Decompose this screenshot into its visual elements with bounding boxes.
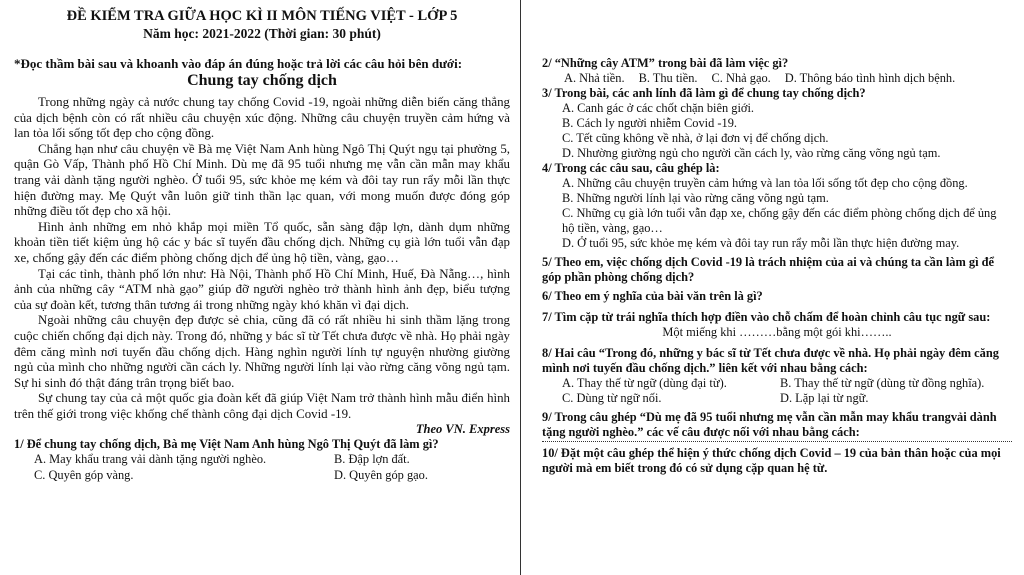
q1-option-c[interactable]: C. Quyên góp vàng. [34, 467, 134, 482]
reading-paragraph: Tại các tỉnh, thành phố lớn như: Hà Nội, Thành phố Hồ Chí Minh, Huế, Đà Nẵng…, hình ảnh của những cây “ATM nhà gạo” giúp đỡ người nghèo trở thành hình ảnh đẹp, biểu tượng của sự đoàn kết, tương thân tương ái trong những ngày khó khăn vì đại dịch. [14, 266, 510, 312]
right-column [542, 56, 1012, 476]
q3-option-b[interactable]: B. Cách ly người nhiễm Covid -19. [562, 116, 738, 130]
question-8-options [542, 376, 1012, 406]
reading-paragraph: Chẳng hạn như câu chuyện về Bà mẹ Việt Nam Anh hùng Ngô Thị Quýt ngụ tại phường 5, quận Gò Vấp, Thành phố Hồ Chí Minh. Dù mẹ đã 95 tuổi nhưng mẹ vẫn cần mẫn may khẩu trang vải dành tặng người nghèo. Ở tuổi 95, sức khỏe mẹ kém và đôi tay run rẩy mỗi lần thực hiện đường may. Mẹ Quýt vẫn luôn giữ tinh thần lạc quan, với mong muốn được đóng góp những điều tốt đẹp cho xã hội. [14, 141, 510, 219]
q2-option-c[interactable]: C. Nhả gạo. [711, 71, 771, 85]
q3-option-c[interactable]: C. Tết cũng không về nhà, ở lại đơn vị để chống dịch. [562, 131, 829, 145]
exam-title: ĐỀ KIỂM TRA GIỮA HỌC KÌ II MÔN TIẾNG VIỆT - LỚP 5 [66, 8, 458, 24]
reading-paragraph: Hình ảnh những em nhỏ khắp mọi miền Tổ quốc, sẵn sàng đập lợn, dành dụm những khoản tiền tiết kiệm ủng hộ các y bác sĩ tuyến đầu chống dịch. Những cụ già lớn tuổi vẫn đạp xe, chống gậy đến các điểm phòng chống dịch để ủng hộ tiền, vàng, gạo… [14, 219, 510, 265]
reading-source: Theo VN. Express [415, 422, 510, 437]
column-divider [520, 0, 521, 575]
question-3: 3/ Trong bài, các anh lính đã làm gì để chung tay chống dịch? [542, 86, 866, 100]
question-6: 6/ Theo em ý nghĩa của bài văn trên là gì? [542, 289, 763, 303]
question-4: 4/ Trong các câu sau, câu ghép là: [542, 161, 720, 175]
question-2-options [542, 71, 1012, 86]
q1-option-a[interactable]: A. May khẩu trang vải dành tặng người nghèo. [34, 452, 267, 467]
question-1: 1/ Để chung tay chống dịch, Bà mẹ Việt Nam Anh hùng Ngô Thị Quýt đã làm gì? [14, 437, 439, 452]
q4-option-c[interactable]: C. Những cụ già lớn tuổi vẫn đạp xe, chống gậy đến các điểm phòng chống dịch để ủng hộ tiền, vàng, gạo… [562, 206, 997, 235]
q4-option-b[interactable]: B. Những người lính lại vào rừng căng võng ngủ tạm. [562, 191, 829, 205]
q4-option-d[interactable]: D. Ở tuổi 95, sức khỏe mẹ kém và đôi tay run rẩy mỗi lần thực hiện đường may. [562, 236, 960, 250]
question-2: 2/ “Những cây ATM” trong bài đã làm việc gì? [542, 56, 789, 70]
q1-option-d[interactable]: D. Quyên góp gạo. [334, 467, 428, 482]
q8-option-a[interactable]: A. Thay thế từ ngữ (dùng đại từ). [562, 376, 727, 390]
q2-option-a[interactable]: A. Nhả tiền. [564, 71, 625, 85]
question-5: 5/ Theo em, việc chống dịch Covid -19 là trách nhiệm của ai và chúng ta cần làm gì để góp phần phòng chống dịch? [542, 255, 995, 284]
q3-option-d[interactable]: D. Nhường giường ngủ cho người cần cách ly, vào rừng căng võng ngủ tạm. [562, 146, 941, 160]
left-column [14, 8, 510, 483]
q8-option-d[interactable]: D. Lặp lại từ ngữ. [780, 391, 869, 405]
q8-option-b[interactable]: B. Thay thế từ ngữ (dùng từ đồng nghĩa). [780, 376, 985, 390]
reading-paragraph: Trong những ngày cả nước chung tay chống Covid -19, ngoài những diễn biến căng thẳng của dịch bệnh còn có rất nhiều câu chuyện xúc động. Những câu chuyện truyền cảm hứng và lan tỏa lối sống tốt đẹp cho cộng đồng. [14, 95, 510, 141]
reading-title: Chung tay chống dịch [187, 72, 337, 89]
q3-option-a[interactable]: A. Canh gác ở các chốt chặn biên giới. [562, 101, 755, 115]
reading-paragraph: Ngoài những câu chuyện đẹp được sẻ chia, cũng đã có rất nhiều hi sinh thầm lặng trong cuộc chiến chống đại dịch này. Trong đó, những y bác sĩ từ Tết chưa được về nhà. Họ phải ngày đêm căng mình nơi tuyến đầu chống dịch. Hàng nghìn người lính tự nguyện nhường giường ngủ của mình cho những người cần cách ly. Những người lính lại vào rừng căng võng ngủ tạm. Sự hi sinh đó thật đáng trân trọng biết bao. [14, 313, 510, 390]
question-10: 10/ Đặt một câu ghép thể hiện ý thức chống dịch Covid – 19 của bản thân hoặc của mọi người mà em biết trong đó có sử dụng cặp quan hệ từ. [542, 446, 1001, 475]
q4-option-a[interactable]: A. Những câu chuyện truyền cảm hứng và lan tỏa lối sống tốt đẹp cho cộng đồng. [562, 176, 968, 190]
q2-option-b[interactable]: B. Thu tiền. [638, 71, 698, 85]
q7-proverb: Một miếng khi ………bằng một gói khi…….. [662, 325, 892, 339]
question-7: 7/ Tìm cặp từ trái nghĩa thích hợp điền vào chỗ chấm để hoàn chỉnh câu tục ngữ sau: [542, 310, 991, 324]
reading-instruction: *Đọc thầm bài sau và khoanh vào đáp án đúng hoặc trả lời các câu hỏi bên dưới: [14, 56, 463, 71]
school-year: Năm học: 2021-2022 (Thời gian: 30 phút) [143, 26, 381, 41]
q2-option-d[interactable]: D. Thông báo tình hình dịch bệnh. [784, 71, 956, 85]
question-1-options [14, 452, 510, 483]
q8-option-c[interactable]: C. Dùng từ ngữ nối. [562, 391, 662, 405]
question-9: 9/ Trong câu ghép “Dù mẹ đã 95 tuổi nhưng mẹ vẫn cần mẫn may khẩu trangvải dành tặng người nghèo.” các vế câu được nối với nhau bằng cách: [542, 410, 997, 439]
question-8: 8/ Hai câu “Trong đó, những y bác sĩ từ Tết chưa được về nhà. Họ phải ngày đêm căng mình nơi tuyến đầu chống dịch.” liên kết với nhau bằng cách: [542, 346, 999, 375]
reading-paragraph: Sự chung tay của cả một quốc gia đoàn kết đã giúp Việt Nam trở thành hình mẫu điển hình trên thế giới trong việc khống chế thành công đại dịch Covid -19. [14, 391, 510, 421]
q1-option-b[interactable]: B. Đập lợn đất. [334, 452, 410, 467]
